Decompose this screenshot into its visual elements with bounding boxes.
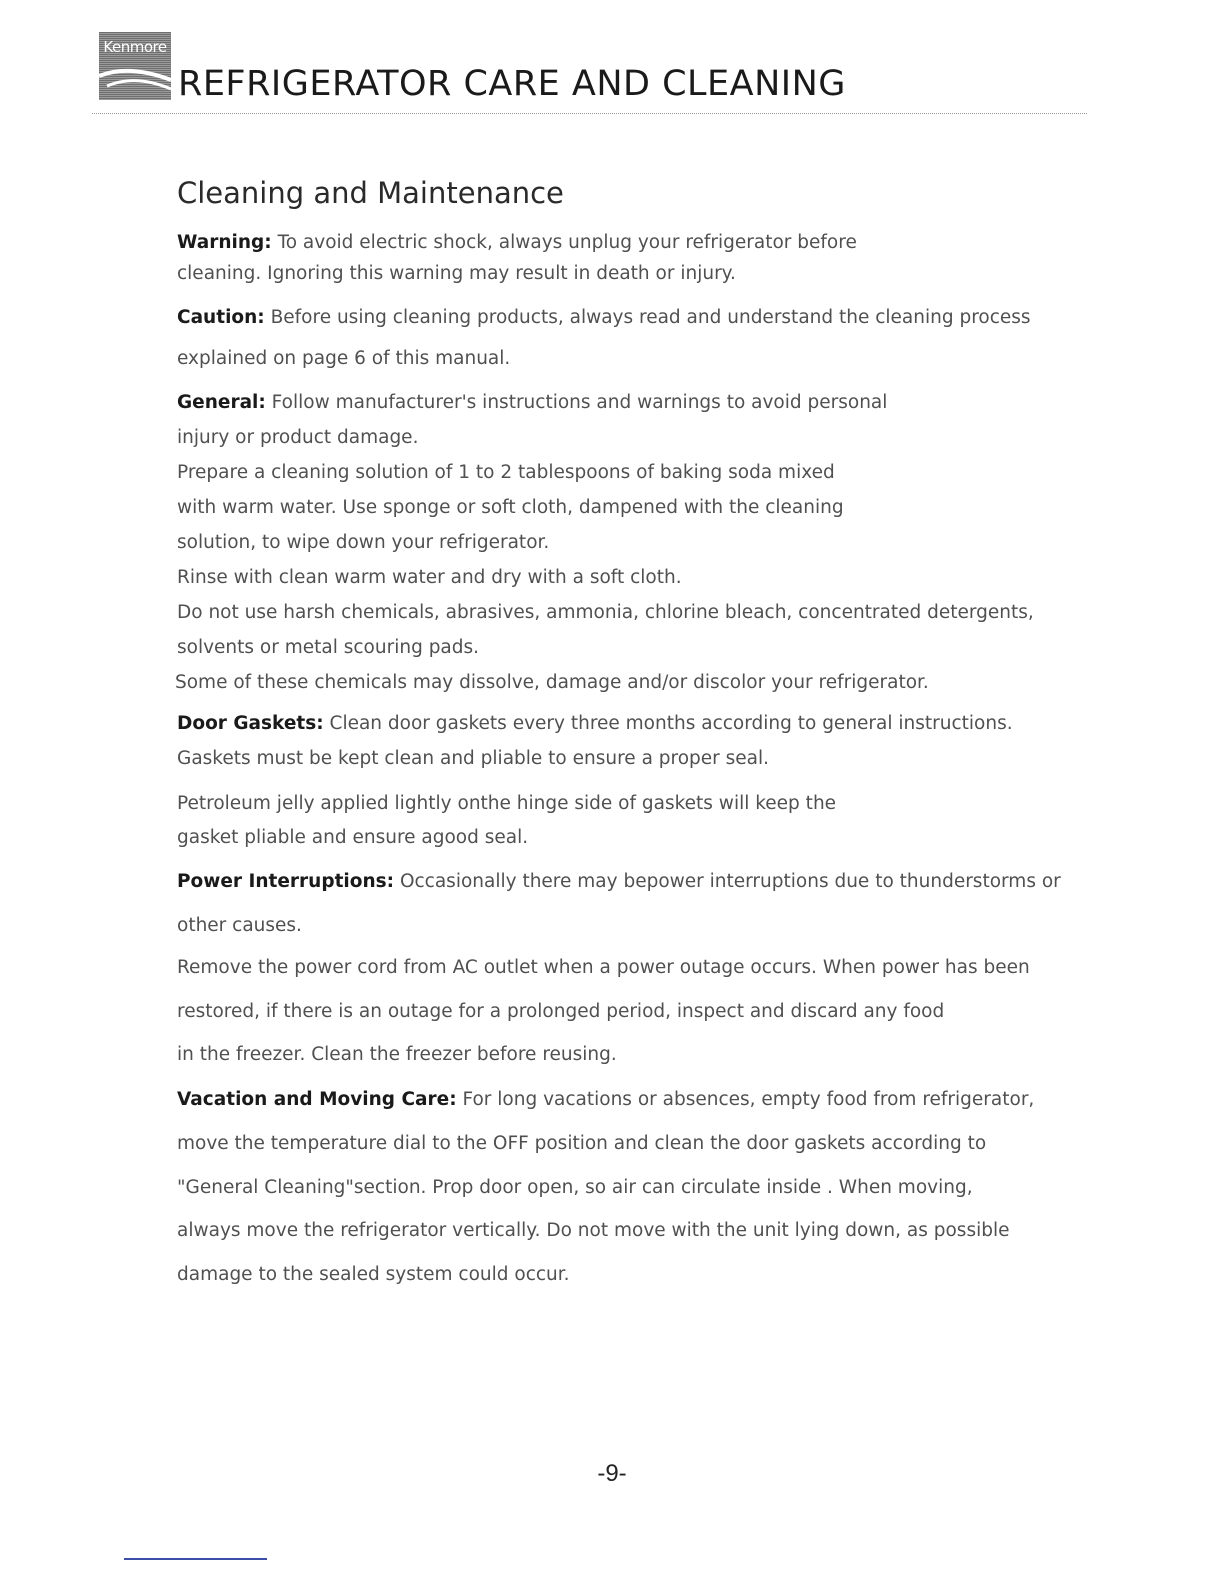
- general-line-5: solution, to wipe down your refrigerator.: [177, 532, 550, 553]
- door-gaskets-line-4: gasket pliable and ensure agood seal.: [177, 827, 529, 848]
- warning-line-2: cleaning. Ignoring this warning may result in death or injury.: [177, 263, 736, 284]
- warning-label: Warning:: [177, 232, 272, 253]
- general-line-6: Rinse with clean warm water and dry with a soft cloth.: [177, 567, 682, 588]
- logo-text: Kenmore: [103, 38, 167, 56]
- power-text-1: Occasionally there may bepower interruptions due to thunderstorms or: [394, 871, 1061, 892]
- vacation-text-1: For long vacations or absences, empty food from refrigerator,: [456, 1089, 1035, 1110]
- general-line-8: solvents or metal scouring pads.: [177, 637, 480, 658]
- caution-label: Caution:: [177, 307, 265, 328]
- vacation-line-3: "General Cleaning"section. Prop door open, so air can circulate inside . When moving,: [177, 1177, 973, 1198]
- general-line-4: with warm water. Use sponge or soft cloth, dampened with the cleaning: [177, 497, 844, 518]
- warning-text-1: To avoid electric shock, always unplug your refrigerator before: [271, 232, 857, 253]
- power-line-2: other causes.: [177, 915, 302, 936]
- section-title: Cleaning and Maintenance: [177, 176, 564, 210]
- caution-line-2: explained on page 6 of this manual.: [177, 348, 511, 369]
- warning-line-1: [177, 232, 857, 253]
- door-gaskets-line-1: [177, 713, 1013, 734]
- kenmore-logo: [99, 32, 171, 100]
- power-line-5: in the freezer. Clean the freezer before reusing.: [177, 1044, 617, 1065]
- general-line-3: Prepare a cleaning solution of 1 to 2 tablespoons of baking soda mixed: [177, 462, 835, 483]
- vacation-line-1: [177, 1089, 1034, 1110]
- caution-line-1: [177, 307, 1031, 328]
- general-line-1: [177, 392, 887, 413]
- header-title: REFRIGERATOR CARE AND CLEANING: [178, 64, 846, 104]
- logo-swoosh-icon: [99, 62, 171, 100]
- power-label: Power Interruptions:: [177, 871, 395, 892]
- vacation-label: Vacation and Moving Care:: [177, 1089, 457, 1110]
- power-line-4: restored, if there is an outage for a prolonged period, inspect and discard any food: [177, 1001, 945, 1022]
- page-number: -9-: [597, 1460, 627, 1487]
- general-line-9: Some of these chemicals may dissolve, damage and/or discolor your refrigerator.: [175, 672, 929, 693]
- general-label: General:: [177, 392, 266, 413]
- general-text-1: Follow manufacturer's instructions and warnings to avoid personal: [265, 392, 888, 413]
- door-gaskets-text-1: Clean door gaskets every three months according to general instructions.: [323, 713, 1013, 734]
- door-gaskets-line-3: Petroleum jelly applied lightly onthe hinge side of gaskets will keep the: [177, 793, 837, 814]
- caution-text-1: Before using cleaning products, always read and understand the cleaning process: [264, 307, 1031, 328]
- general-line-7: Do not use harsh chemicals, abrasives, ammonia, chlorine bleach, concentrated detergents,: [177, 602, 1034, 623]
- general-line-2: injury or product damage.: [177, 427, 419, 448]
- power-line-3: Remove the power cord from AC outlet when a power outage occurs. When power has been: [177, 957, 1030, 978]
- vacation-line-4: always move the refrigerator vertically. Do not move with the unit lying down, as possible: [177, 1220, 1010, 1241]
- door-gaskets-line-2: Gaskets must be kept clean and pliable to ensure a proper seal.: [177, 748, 770, 769]
- vacation-line-5: damage to the sealed system could occur.: [177, 1264, 570, 1285]
- footer-divider: [124, 1558, 267, 1560]
- power-line-1: [177, 871, 1061, 892]
- door-gaskets-label: Door Gaskets:: [177, 713, 324, 734]
- vacation-line-2: move the temperature dial to the OFF position and clean the door gaskets according to: [177, 1133, 987, 1154]
- header-divider: [92, 113, 1087, 114]
